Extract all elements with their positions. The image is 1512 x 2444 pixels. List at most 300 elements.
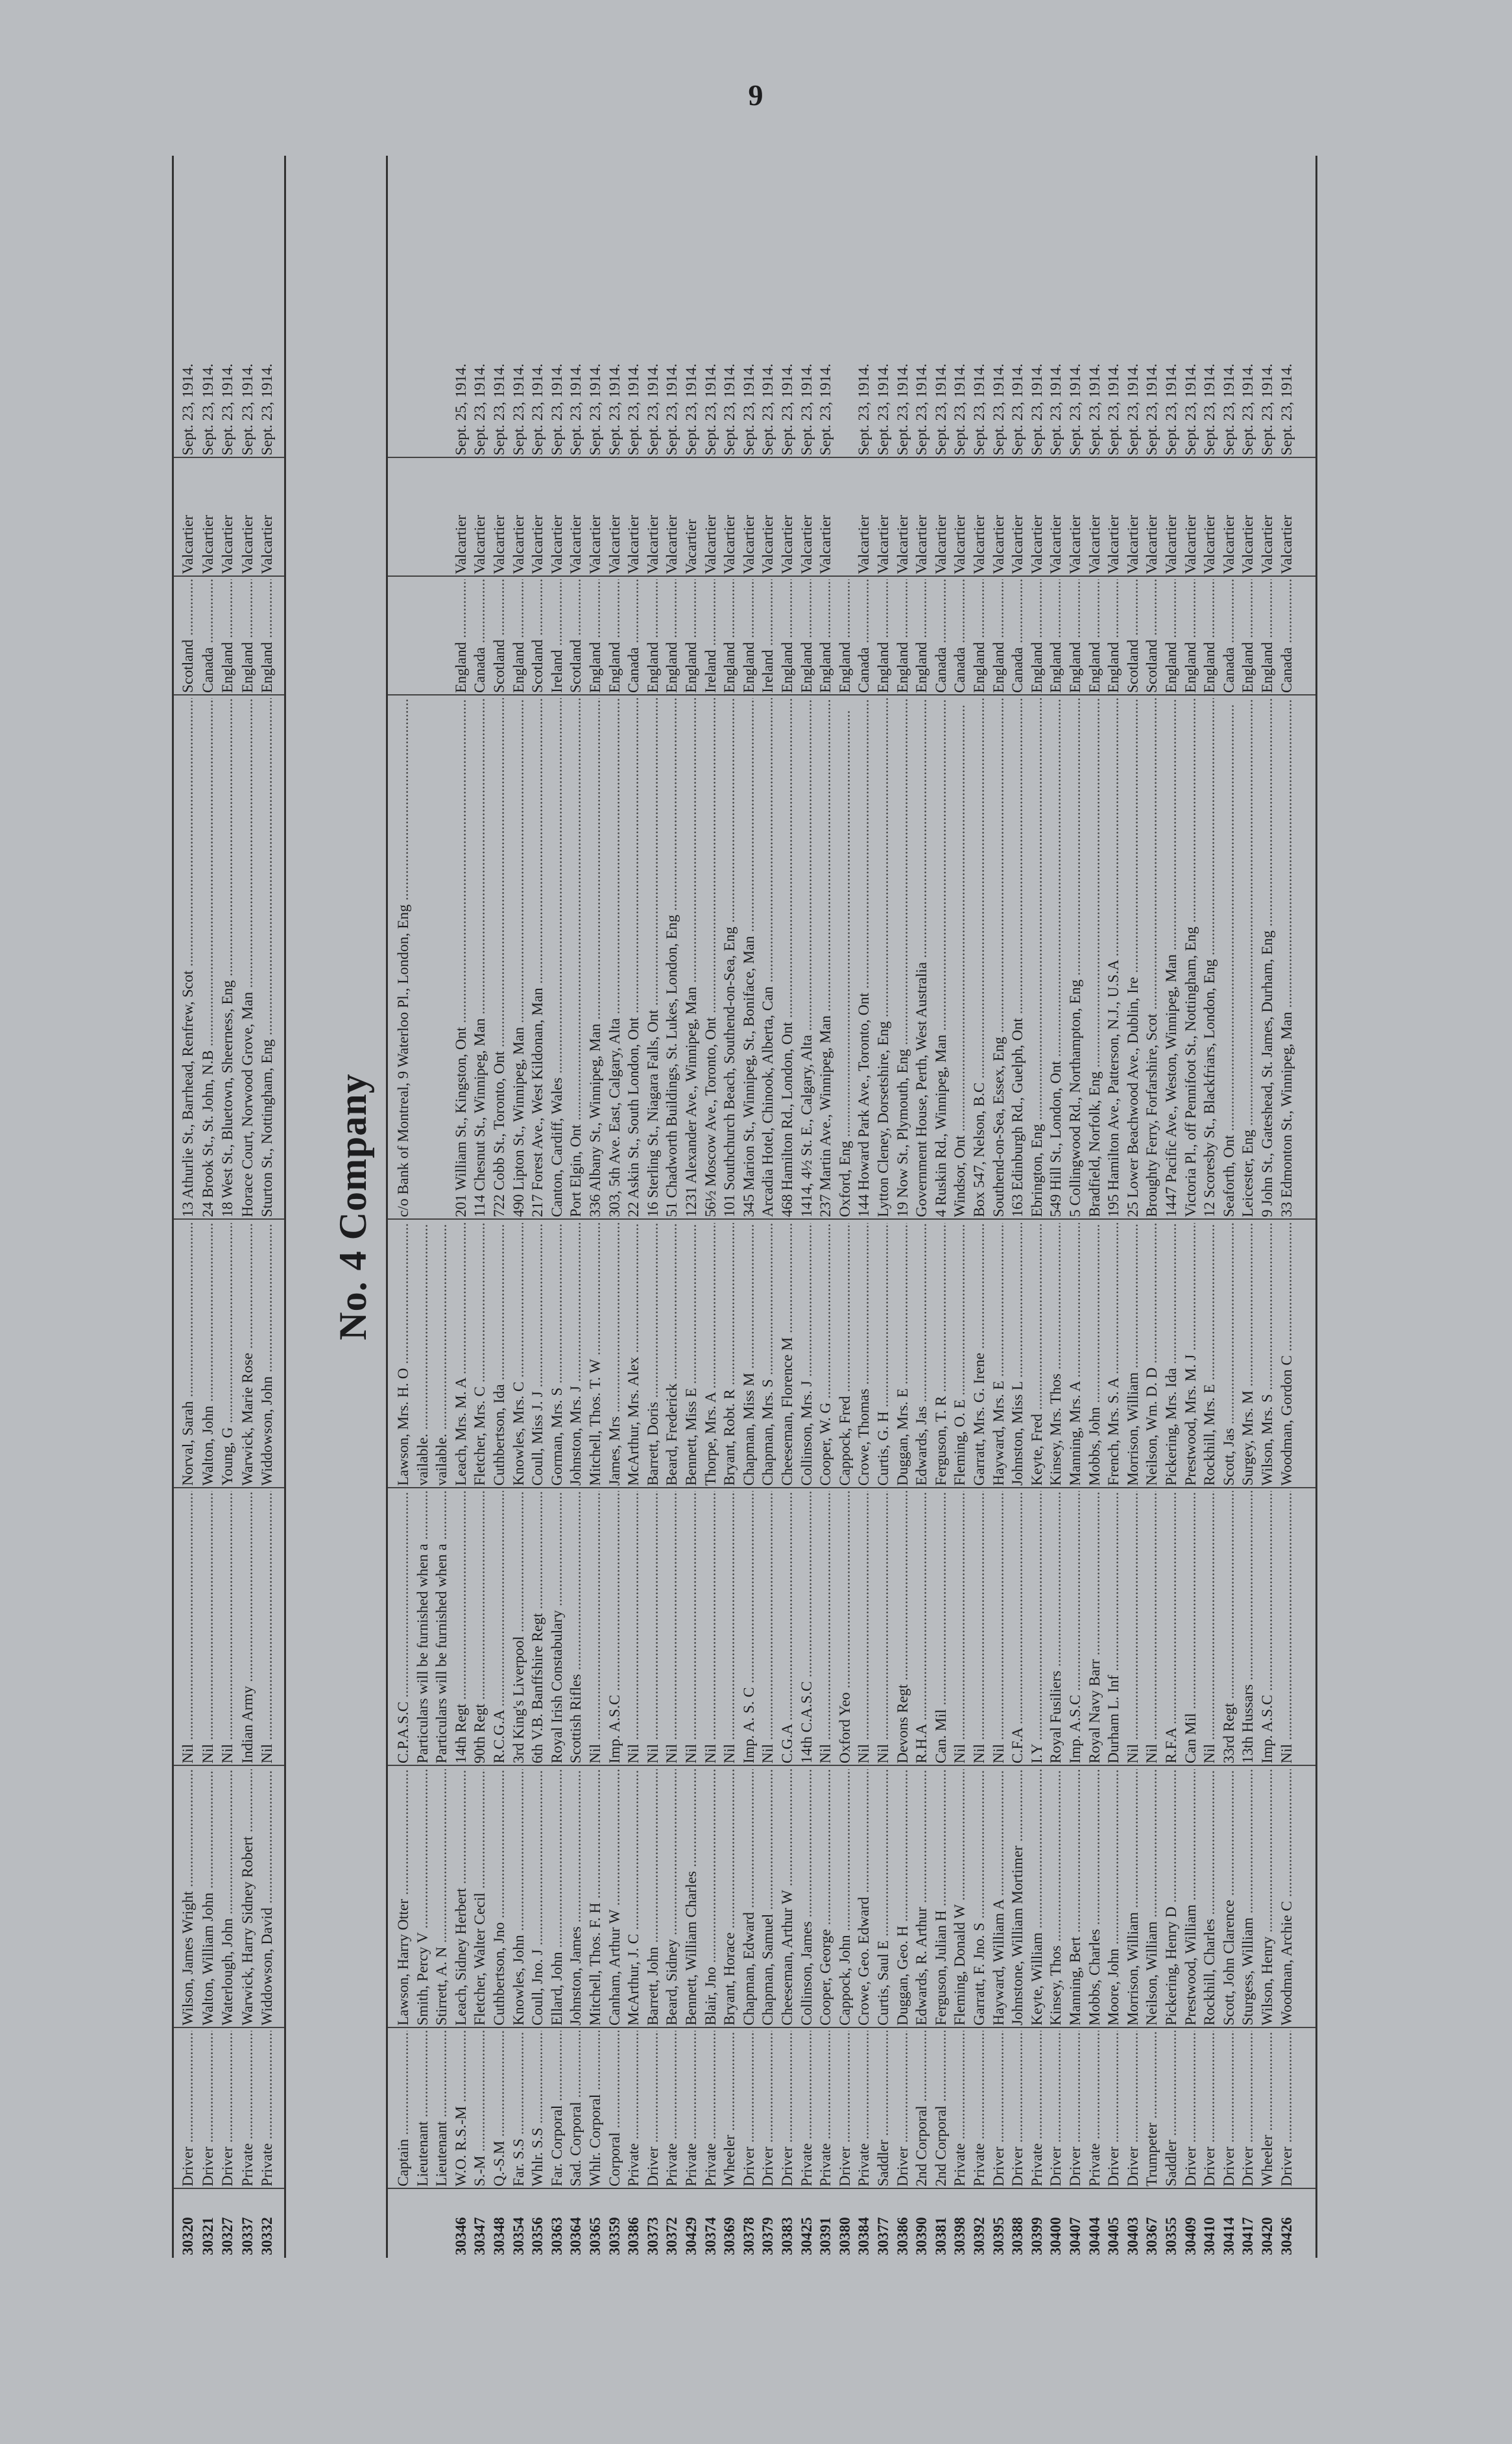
country-of-birth: England .....	[1258, 579, 1277, 693]
table-row	[510, 156, 529, 2258]
next-of-kin: Manning, Mrs. A .....	[1066, 1223, 1085, 1486]
regimental-number: 30364	[568, 2217, 585, 2255]
table-row	[1182, 156, 1201, 2258]
previous-corps: Royal Navy Barr .....	[1086, 1491, 1105, 1763]
rank: 2nd Corporal .....	[932, 2031, 951, 2186]
next-of-kin: Kinsey, Mrs. Thos .....	[1047, 1223, 1066, 1486]
date-of-enlistment: Sept. 23, 1914.	[913, 363, 931, 455]
address: 1231 Alexander Ave., Winnipeg, Man .....	[682, 698, 701, 1217]
address: 4 Ruskin Rd., Winnipeg, Man .....	[932, 698, 951, 1217]
address: c/o Bank of Montreal, 9 Waterloo Pl., London, Eng .....	[394, 698, 413, 1217]
rank: Private .....	[798, 2031, 817, 2186]
date-of-enlistment: Sept. 23, 1914.	[894, 363, 911, 455]
regimental-number: 30372	[664, 2217, 681, 2255]
table-row	[836, 156, 855, 2258]
next-of-kin: Barrett, Doris .....	[644, 1223, 663, 1486]
regimental-number: 30374	[702, 2217, 719, 2255]
rank: Private .....	[625, 2031, 643, 2186]
previous-corps: Nil .....	[644, 1491, 663, 1763]
table-row	[219, 156, 237, 2258]
next-of-kin: Warwick, Marie Rose .....	[239, 1223, 258, 1486]
table-row	[452, 156, 471, 2258]
previous-corps: Particulars will be furnished when a .....	[414, 1491, 433, 1763]
soldier-name: Bryant, Horace .....	[721, 1769, 739, 2026]
regimental-number: 30337	[239, 2217, 256, 2255]
place-of-enlistment: Valcartier	[1220, 514, 1238, 574]
country-of-birth: England .....	[1028, 579, 1047, 693]
soldier-name: Collinson, James .....	[798, 1769, 817, 2026]
country-of-birth: Canada .....	[1009, 579, 1027, 693]
next-of-kin: Hayward, Mrs. E .....	[990, 1223, 1009, 1486]
regimental-number: 30386	[625, 2217, 643, 2255]
country-of-birth: England .....	[721, 579, 739, 693]
date-of-enlistment: Sept. 23, 1914.	[1278, 363, 1295, 455]
previous-corps: C.F.A .....	[1009, 1491, 1027, 1763]
regimental-number: 30327	[219, 2217, 236, 2255]
rank: Private .....	[855, 2031, 874, 2186]
rank: Private .....	[1086, 2031, 1105, 2186]
next-of-kin: Cappock, Fred .....	[836, 1223, 855, 1486]
regimental-number: 30414	[1220, 2217, 1238, 2255]
next-of-kin: Cuthbertson, Ida .....	[490, 1223, 509, 1486]
soldier-name: Chapman, Samuel .....	[759, 1769, 778, 2026]
place-of-enlistment: Valcartier	[259, 514, 276, 574]
previous-corps: Can Mil .....	[1182, 1491, 1201, 1763]
place-of-enlistment: Valcartier	[817, 514, 835, 574]
next-of-kin: Edwards, Jas .....	[913, 1223, 931, 1486]
next-of-kin: Knowles, Mrs. C .....	[510, 1223, 529, 1486]
soldier-name: Blair, Jno .....	[702, 1769, 721, 2026]
date-of-enlistment: Sept. 23, 1914.	[971, 363, 988, 455]
next-of-kin: Cooper, W. G .....	[817, 1223, 835, 1486]
previous-corps: 3rd King's Liverpool .....	[510, 1491, 529, 1763]
date-of-enlistment: Sept. 23, 1914.	[180, 363, 197, 455]
next-of-kin: Duggan, Mrs. E .....	[894, 1223, 913, 1486]
country-of-birth: Canada .....	[199, 579, 218, 693]
regimental-number: 30332	[259, 2217, 276, 2255]
country-of-birth: England .....	[219, 579, 237, 693]
table-row	[1201, 156, 1219, 2258]
address: 303, 5th Ave. East, Calgary, Alta .....	[606, 698, 625, 1217]
soldier-name: Stirrett, A. N .....	[433, 1769, 451, 2026]
next-of-kin: Mobbs, John .....	[1086, 1223, 1105, 1486]
previous-corps: R.F.A .....	[1162, 1491, 1181, 1763]
regimental-number: 30403	[1124, 2217, 1142, 2255]
regimental-number: 30400	[1048, 2217, 1065, 2255]
place-of-enlistment: Valcartier	[664, 514, 681, 574]
rank: Driver .....	[1220, 2031, 1239, 2186]
soldier-name: Knowles, John .....	[510, 1769, 529, 2026]
address: 336 Albany St., Winnipeg, Man .....	[586, 698, 605, 1217]
address: Canton, Cardiff, Wales .....	[548, 698, 567, 1217]
table-row	[951, 156, 970, 2258]
rank: Captain .....	[394, 2031, 413, 2186]
table-row	[1239, 156, 1258, 2258]
country-of-birth: Scotland .....	[567, 579, 586, 693]
place-of-enlistment: Valcartier	[875, 514, 892, 574]
place-of-enlistment: Valcartier	[625, 514, 643, 574]
rank: Sad. Corporal .....	[567, 2031, 586, 2186]
rank: Lieutenant .....	[414, 2031, 433, 2186]
table-row	[778, 156, 797, 2258]
table-row	[471, 156, 490, 2258]
rank: Whlr. S.S .....	[529, 2031, 547, 2186]
place-of-enlistment: Valcartier	[740, 514, 758, 574]
previous-corps: Nil .....	[1124, 1491, 1143, 1763]
address: 237 Martin Ave., Winnipeg, Man .....	[817, 698, 835, 1217]
table-row	[932, 156, 951, 2258]
regimental-number: 30373	[644, 2217, 662, 2255]
table-row	[1258, 156, 1277, 2258]
previous-corps: R.C.G.A .....	[490, 1491, 509, 1763]
soldier-name: Lawson, Harry Otter .....	[394, 1769, 413, 2026]
address: 549 Hill St., London, Ont .....	[1047, 698, 1066, 1217]
table-row	[1143, 156, 1162, 2258]
date-of-enlistment: Sept. 23, 1914.	[219, 363, 236, 455]
rank: Driver .....	[778, 2031, 797, 2186]
previous-corps: Particulars will be furnished when a .....	[433, 1491, 451, 1763]
rank: Private .....	[970, 2031, 989, 2186]
next-of-kin: Lawson, Mrs. H. O .....	[394, 1223, 413, 1486]
place-of-enlistment: Valcartier	[568, 514, 585, 574]
rank: Driver .....	[1182, 2031, 1201, 2186]
address: Box 547, Nelson, B.C .....	[970, 698, 989, 1217]
address: Government House, Perth, West Australia .....	[913, 698, 931, 1217]
previous-corps: Nil .....	[199, 1491, 218, 1763]
next-of-kin: Morrison, William .....	[1124, 1223, 1143, 1486]
address: 25 Lower Beachwood Ave., Dublin, Ire .....	[1124, 698, 1143, 1217]
previous-corps: 14th Regt .....	[452, 1491, 471, 1763]
country-of-birth: England .....	[836, 579, 855, 693]
rank: S.-M .....	[471, 2031, 490, 2186]
address: Seaforth, Ont .....	[1220, 698, 1239, 1217]
regimental-number: 30346	[452, 2217, 470, 2255]
date-of-enlistment: Sept. 23, 1914.	[1201, 363, 1219, 455]
country-of-birth: England .....	[990, 579, 1009, 693]
soldier-name: Chapman, Edward .....	[740, 1769, 759, 2026]
soldier-name: Neilson, William .....	[1143, 1769, 1162, 2026]
previous-corps: C.G.A .....	[778, 1491, 797, 1763]
soldier-name: Fletcher, Walter Cecil .....	[471, 1769, 490, 2026]
regimental-number: 30320	[180, 2217, 197, 2255]
address: 163 Edinburgh Rd., Guelph, Ont .....	[1009, 698, 1027, 1217]
country-of-birth: Scotland .....	[490, 579, 509, 693]
rank: Far. Corporal .....	[548, 2031, 567, 2186]
country-of-birth: England .....	[1047, 579, 1066, 693]
date-of-enlistment: Sept. 23, 1914.	[875, 363, 892, 455]
country-of-birth: England .....	[682, 579, 701, 693]
address: 24 Brook St., St. John, N.B .....	[199, 698, 218, 1217]
address: 56½ Moscow Ave., Toronto, Ont .....	[702, 698, 721, 1217]
table-row	[490, 156, 509, 2258]
address: Sturton St., Nottingham, Eng .....	[258, 698, 277, 1217]
regimental-number: 30378	[740, 2217, 758, 2255]
next-of-kin: Pickering, Mrs. Ida .....	[1162, 1223, 1181, 1486]
country-of-birth: England .....	[452, 579, 471, 693]
table-row	[1086, 156, 1105, 2258]
address: 201 William St., Kingston, Ont .....	[452, 698, 471, 1217]
rank: Q.-S.M .....	[490, 2031, 509, 2186]
date-of-enlistment: Sept. 23, 1914.	[1182, 363, 1199, 455]
table-row	[1105, 156, 1123, 2258]
rank: Driver .....	[219, 2031, 237, 2186]
table-row	[586, 156, 605, 2258]
country-of-birth: Canada .....	[625, 579, 643, 693]
previous-corps: Devons Regt .....	[894, 1491, 913, 1763]
date-of-enlistment: Sept. 23, 1914.	[1048, 363, 1065, 455]
address: 345 Marion St., Winnipeg, St., Boniface, Man .....	[740, 698, 759, 1217]
address: 1414, 4½ St. E., Calgary, Alta .....	[798, 698, 817, 1217]
previous-corps: Nil .....	[179, 1491, 198, 1763]
soldier-name: Ellard, John .....	[548, 1769, 567, 2026]
rank: Driver .....	[199, 2031, 218, 2186]
date-of-enlistment: Sept. 23, 1914.	[472, 363, 489, 455]
regimental-number: 30407	[1067, 2217, 1084, 2255]
next-of-kin: James, Mrs .....	[606, 1223, 625, 1486]
rank: Driver .....	[1201, 2031, 1219, 2186]
rank: Saddler .....	[1162, 2031, 1181, 2186]
place-of-enlistment: Valcartier	[1240, 514, 1257, 574]
previous-corps: Durham L. Inf .....	[1105, 1491, 1123, 1763]
table-row	[433, 156, 451, 2258]
country-of-birth: Scotland .....	[529, 579, 547, 693]
date-of-enlistment: Sept. 23, 1914.	[856, 363, 873, 455]
place-of-enlistment: Valcartier	[1182, 514, 1199, 574]
country-of-birth: England .....	[894, 579, 913, 693]
rank: Wheeler .....	[1258, 2031, 1277, 2186]
previous-corps: Indian Army .....	[239, 1491, 258, 1763]
country-of-birth: England .....	[644, 579, 663, 693]
date-of-enlistment: Sept. 23, 1914.	[568, 363, 585, 455]
regimental-number: 30348	[491, 2217, 508, 2255]
place-of-enlistment: Valcartier	[452, 514, 470, 574]
next-of-kin: Surgey, Mrs. M .....	[1239, 1223, 1258, 1486]
table-row	[1124, 156, 1143, 2258]
soldier-name: Leach, Sidney Herbert .....	[452, 1769, 471, 2026]
country-of-birth: England .....	[1162, 579, 1181, 693]
place-of-enlistment: Valcartier	[199, 514, 217, 574]
place-of-enlistment: Valcartier	[894, 514, 911, 574]
previous-corps: C.P.A.S.C .....	[394, 1491, 413, 1763]
soldier-name: Fleming, Donald W .....	[951, 1769, 970, 2026]
next-of-kin: Norval, Sarah .....	[179, 1223, 198, 1486]
place-of-enlistment: Valcartier	[1028, 514, 1046, 574]
soldier-name: Cheeseman, Arthur W .....	[778, 1769, 797, 2026]
table-row	[414, 156, 433, 2258]
next-of-kin: Prestwood, Mrs. M. J .....	[1182, 1223, 1201, 1486]
next-of-kin: Thorpe, Mrs. A .....	[702, 1223, 721, 1486]
place-of-enlistment: Valcartier	[1201, 514, 1219, 574]
next-of-kin: French, Mrs. S. A .....	[1105, 1223, 1123, 1486]
next-of-kin: Young, G .....	[219, 1223, 237, 1486]
rank: Private .....	[663, 2031, 682, 2186]
address: 468 Hamilton Rd., London, Ont .....	[778, 698, 797, 1217]
soldier-name: Edwards, R. Arthur .....	[913, 1769, 931, 2026]
rotated-roster	[172, 156, 1346, 2258]
place-of-enlistment: Valcartier	[606, 514, 623, 574]
previous-corps: Nil .....	[951, 1491, 970, 1763]
table-row	[874, 156, 893, 2258]
address: Lytton Cleney, Dorsetshire, Eng .....	[874, 698, 893, 1217]
regimental-number: 30388	[1009, 2217, 1027, 2255]
table-row	[721, 156, 739, 2258]
date-of-enlistment: Sept. 23, 1914.	[683, 363, 700, 455]
country-of-birth: England .....	[1201, 579, 1219, 693]
address: 16 Sterling St., Niagara Falls, Ont .....	[644, 698, 663, 1217]
place-of-enlistment: Valcartier	[798, 514, 815, 574]
table-row	[894, 156, 913, 2258]
soldier-name: Crowe, Geo. Edward .....	[855, 1769, 874, 2026]
previous-corps: Nil .....	[970, 1491, 989, 1763]
address: 51 Chadworth Buildings, St. Lukes, London, Eng .....	[663, 698, 682, 1217]
address: Ebrington, Eng .....	[1028, 698, 1047, 1217]
soldier-name: Bennett, William Charles .....	[682, 1769, 701, 2026]
table-row	[970, 156, 989, 2258]
rank: Wheeler .....	[721, 2031, 739, 2186]
date-of-enlistment: Sept. 23, 1914.	[510, 363, 527, 455]
next-of-kin: vailable. .....	[433, 1223, 451, 1486]
regimental-number: 30377	[875, 2217, 892, 2255]
rank: Private .....	[702, 2031, 721, 2186]
regimental-number: 30355	[1163, 2217, 1180, 2255]
next-of-kin: Bennett, Miss E .....	[682, 1223, 701, 1486]
country-of-birth: England .....	[1066, 579, 1085, 693]
next-of-kin: Cheeseman, Florence M .....	[778, 1223, 797, 1486]
regimental-number: 30395	[990, 2217, 1007, 2255]
date-of-enlistment: Sept. 23, 1914.	[1009, 363, 1027, 455]
next-of-kin: Wilson, Mrs. S .....	[1258, 1223, 1277, 1486]
soldier-name: Woodman, Archie C .....	[1278, 1769, 1297, 2026]
soldier-name: Morrison, William .....	[1124, 1769, 1143, 2026]
soldier-name: Waterlough, John .....	[219, 1769, 237, 2026]
rank: Driver .....	[1278, 2031, 1297, 2186]
next-of-kin: Chapman, Miss M .....	[740, 1223, 759, 1486]
place-of-enlistment: Valcartier	[587, 514, 604, 574]
soldier-name: Mobbs, Charles .....	[1086, 1769, 1105, 2026]
previous-corps: Nil .....	[625, 1491, 643, 1763]
country-of-birth: Ireland .....	[702, 579, 721, 693]
previous-corps: 33rd Regt .....	[1220, 1491, 1239, 1763]
previous-corps: Nil .....	[702, 1491, 721, 1763]
date-of-enlistment: Sept. 23, 1914.	[1259, 363, 1276, 455]
table-row	[855, 156, 874, 2258]
table-row	[548, 156, 567, 2258]
date-of-enlistment: Sept. 23, 1914.	[199, 363, 217, 455]
regimental-number: 30405	[1105, 2217, 1123, 2255]
country-of-birth: Canada .....	[471, 579, 490, 693]
next-of-kin: Rockhill, Mrs. E .....	[1201, 1223, 1219, 1486]
table-row	[644, 156, 663, 2258]
country-of-birth: Canada .....	[951, 579, 970, 693]
table-row	[682, 156, 701, 2258]
previous-corps: Imp. A.S.C .....	[1066, 1491, 1085, 1763]
next-of-kin: Curtis, G. H .....	[874, 1223, 893, 1486]
previous-corps: Imp. A. S. C .....	[740, 1491, 759, 1763]
place-of-enlistment: Valcartier	[990, 514, 1007, 574]
rank: Driver .....	[1105, 2031, 1123, 2186]
rank: Whlr. Corporal .....	[586, 2031, 605, 2186]
date-of-enlistment: Sept. 23, 1914.	[1067, 363, 1084, 455]
rank: Driver .....	[1066, 2031, 1085, 2186]
address: 722 Cobb St., Toronto, Ont .....	[490, 698, 509, 1217]
address: 217 Forest Ave., West Kildonan, Man .....	[529, 698, 547, 1217]
date-of-enlistment: Sept. 23, 1914.	[239, 363, 256, 455]
regimental-number: 30429	[683, 2217, 700, 2255]
country-of-birth: England .....	[586, 579, 605, 693]
place-of-enlistment: Vacartier	[683, 519, 700, 574]
address: 490 Lipton St., Winnipeg, Man .....	[510, 698, 529, 1217]
company-heading: No. 4 Company	[331, 1073, 374, 1340]
previous-corps: 6th V.B. Banffshire Regt .....	[529, 1491, 547, 1763]
date-of-enlistment: Sept. 23, 1914.	[760, 363, 777, 455]
table-row	[1220, 156, 1239, 2258]
date-of-enlistment: Sept. 23, 1914.	[587, 363, 604, 455]
previous-corps: 13th Hussars .....	[1239, 1491, 1258, 1763]
table-row	[529, 156, 547, 2258]
rank: Driver .....	[740, 2031, 759, 2186]
soldier-name: Ferguson, Julian H .....	[932, 1769, 951, 2026]
previous-corps: Nil .....	[874, 1491, 893, 1763]
rank: Lieutenant .....	[433, 2031, 451, 2186]
country-of-birth: England .....	[1086, 579, 1105, 693]
soldier-name: Coull, Jno. J .....	[529, 1769, 547, 2026]
next-of-kin: Chapman, Mrs. S .....	[759, 1223, 778, 1486]
previous-corps: Can. Mil .....	[932, 1491, 951, 1763]
previous-corps: 14th C.A.S.C .....	[798, 1491, 817, 1763]
country-of-birth: England .....	[970, 579, 989, 693]
rank: Driver .....	[836, 2031, 855, 2186]
rank: Trumpeter .....	[1143, 2031, 1162, 2186]
next-of-kin: Ferguson, T. R .....	[932, 1223, 951, 1486]
regimental-number: 30426	[1278, 2217, 1295, 2255]
roster-section-company-4	[386, 156, 1317, 2258]
previous-corps: Nil .....	[817, 1491, 835, 1763]
table-row	[1047, 156, 1066, 2258]
regimental-number: 30404	[1086, 2217, 1103, 2255]
date-of-enlistment: Sept. 23, 1914.	[932, 363, 950, 455]
next-of-kin: Neilson, Wm. D. D .....	[1143, 1223, 1162, 1486]
country-of-birth: England .....	[606, 579, 625, 693]
table-row	[1028, 156, 1047, 2258]
place-of-enlistment: Valcartier	[529, 514, 547, 574]
address: 33 Edmonton St., Winnipeg, Man .....	[1278, 698, 1297, 1217]
country-of-birth: Scotland .....	[179, 579, 198, 693]
next-of-kin: Collinson, Mrs. J .....	[798, 1223, 817, 1486]
previous-corps: Nil .....	[759, 1491, 778, 1763]
table-row	[239, 156, 258, 2258]
table-row	[1162, 156, 1181, 2258]
rank: W.O. R.S.-M .....	[452, 2031, 471, 2186]
roster-section-top	[172, 156, 286, 2258]
rank: Far. S.S .....	[510, 2031, 529, 2186]
rank: Private .....	[951, 2031, 970, 2186]
regimental-number: 30356	[529, 2217, 547, 2255]
place-of-enlistment: Valcartier	[760, 514, 777, 574]
soldier-name: Cappock, John .....	[836, 1769, 855, 2026]
previous-corps: Scottish Rifles .....	[567, 1491, 586, 1763]
rank: 2nd Corporal .....	[913, 2031, 931, 2186]
place-of-enlistment: Valcartier	[932, 514, 950, 574]
address: 195 Hamilton Ave., Patterson, N.J., U.S.A .....	[1105, 698, 1123, 1217]
country-of-birth: England .....	[663, 579, 682, 693]
previous-corps: Nil .....	[721, 1491, 739, 1763]
date-of-enlistment: Sept. 23, 1914.	[1144, 363, 1161, 455]
soldier-name: Smith, Percy V .....	[414, 1769, 433, 2026]
soldier-name: Duggan, Geo. H .....	[894, 1769, 913, 2026]
next-of-kin: Mitchell, Thos. T. W .....	[586, 1223, 605, 1486]
address: 1447 Pacific Ave., Weston, Winnipeg, Man .....	[1162, 698, 1181, 1217]
date-of-enlistment: Sept. 23, 1914.	[664, 363, 681, 455]
